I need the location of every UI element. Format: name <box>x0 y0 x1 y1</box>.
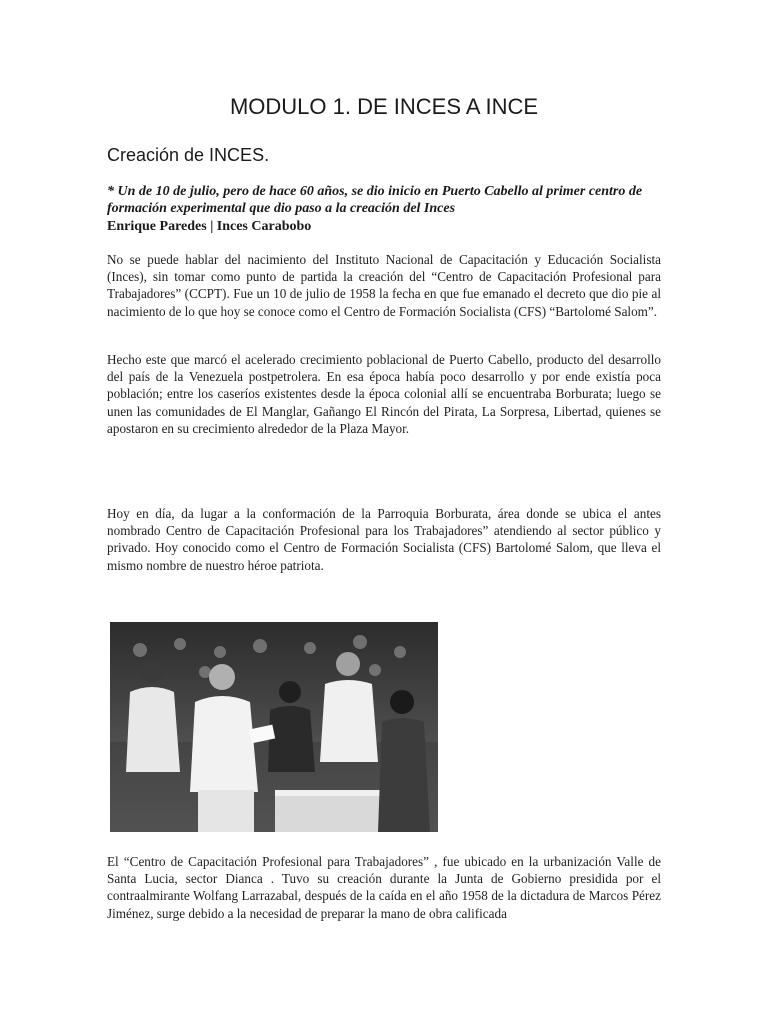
paragraph-3: Hoy en día, da lugar a la conformación de la Parroquia Borburata, área donde se ubica el antes nombrado Centro de Capacitación Profesional para los Trabajadores” atendiendo al sector público y privado. Hoy conocido como el Centro de Formación Socialista (CFS) Bartolomé Salom, que lleva el mismo nombre de nuestro héroe patriota. <box>107 506 661 573</box>
section-heading: Creación de INCES. <box>107 145 270 165</box>
photo-illustration <box>110 622 438 832</box>
paragraph-1: No se puede hablar del nacimiento del Instituto Nacional de Capacitación y Educación Socialista (Inces), sin tomar como punto de partida la creación del “Centro de Capacitación Profesional para Trabajadores” (CCPT). Fue un 10 de julio de 1958 la fecha en que fue emanado el decreto que dio pie al nacimiento de lo que hoy se conoce como el Centro de Formación Socialista (CFS) “Bartolomé Salom”. <box>107 252 661 319</box>
author-line: Enrique Paredes | Inces Carabobo <box>107 219 312 234</box>
historic-photo <box>110 622 438 832</box>
lead-text: * Un de 10 de julio, pero de hace 60 años, se dio inicio en Puerto Cabello al primer centro de formación experimental que dio paso a la creación del Inces <box>107 184 643 216</box>
paragraph-2: Hecho este que marcó el acelerado crecimiento poblacional de Puerto Cabello, producto del desarrollo del país de la Venezuela postpetrolera. En esa época había poco desarrollo y por ende existía poca población; entre los caseríos existentes desde la época colonial allí se encuentraba Borburata; luego se unen las comunidades de El Manglar, Gañango El Rincón del Pirata, La Sorpresa, Libertad, quienes se apostaron en su crecimiento alrededor de la Plaza Mayor. <box>107 352 661 436</box>
document-title: MODULO 1. DE INCES A INCE <box>229 94 539 119</box>
paragraph-4: El “Centro de Capacitación Profesional para Trabajadores” , fue ubicado en la urbanización Valle de Santa Lucia, sector Dianca . Tuvo su creación durante la Junta de Gobierno presidida por el contraalmirante Wolfang Larrazabal, después de la caída en el año 1958 de la dictadura de Marcos Pérez Jiménez, surge debido a la necesidad de preparar la mano de obra calificada <box>107 854 661 921</box>
